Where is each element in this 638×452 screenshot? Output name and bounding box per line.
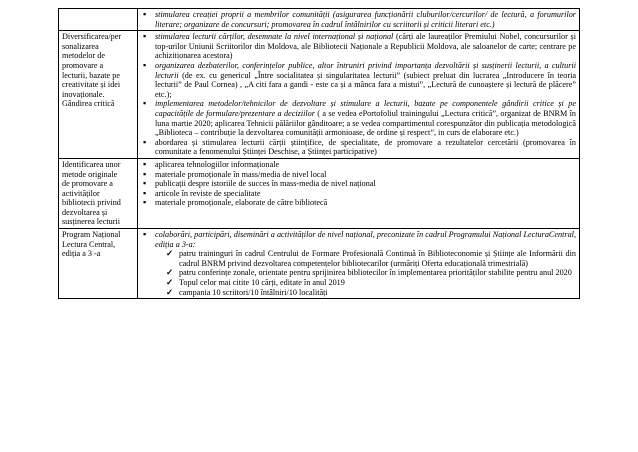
document-page xyxy=(58,8,580,299)
list-item: ▪ publicații despre istoriile de succes în mass-media de nivel național xyxy=(141,179,576,189)
checklist-item: ✓ patru conferințe zonale, orientate pentru sprijinirea bibliotecilor în implementarea priorităților stabilite pentru anul 2020 xyxy=(163,268,576,278)
item-text: (cărți ale laureaților Premiului Nobel, concursurilor și top-urilor Uniunii Scriitorilor din Moldova, ale Bibliotecii Naționale a Republicii Moldova, ale saloanelor de carte; centrare pe achizitionarea acestora) xyxy=(155,32,577,61)
item-emphasis: colaborări, participări, diseminări a activităților de nivel național, preconizate în cadrul Programului Național LecturaCentral, ediția a 3-a: xyxy=(155,230,576,249)
label-line: Identificarea unor xyxy=(62,159,121,169)
label-line: ediția a 3 -a xyxy=(62,249,101,259)
label-line: creativitate și idei xyxy=(62,80,121,90)
label-line: activităților xyxy=(62,188,100,198)
label-line: Gândirea critică xyxy=(62,99,115,109)
row-content xyxy=(138,229,580,299)
list-item: ▪ aplicarea tehnologiilor informaționale xyxy=(141,160,576,170)
label-line: Lectura Central, xyxy=(62,239,116,249)
label-line: sonalizarea xyxy=(62,41,99,51)
label-line: bibliotecii privind xyxy=(62,198,121,208)
checklist xyxy=(163,249,576,297)
list-item xyxy=(141,99,576,137)
bullet-list xyxy=(141,230,576,297)
bullet-list xyxy=(141,160,576,208)
label-line: metodelor de xyxy=(62,51,105,61)
item-emphasis: stimularea lecturii cărților, desemnate la nivel internațional și național xyxy=(155,32,394,42)
item-emphasis: stimularea creației proprii a membrilor comunității (asigurarea funcționării cluburilor/cercurilor/ de lectură, a forumurilor literare; organizare de concursuri; promovarea în cadrul întâlnirilor cu scriitorii și criticii literari etc.) xyxy=(155,10,576,29)
item-text: abordarea și stimularea lecturii cărții științifice, de specialitate, de promovare a rezultatelor cercetării (promovarea în comunitate a fenomenului Științei Deschise, a Științei participative) xyxy=(155,137,576,157)
activities-table xyxy=(58,8,580,299)
label-line: lecturii, bazate pe xyxy=(62,70,120,80)
label-line: de promovare a xyxy=(62,179,113,189)
list-item: ▪ materiale promoționale, elaborate de către bibliotecă xyxy=(141,198,576,208)
row-label xyxy=(59,229,138,299)
list-item xyxy=(141,230,576,297)
bullet-list xyxy=(141,32,576,157)
table-row xyxy=(59,229,580,299)
label-line: Diversificarea/per xyxy=(62,32,122,42)
item-emphasis: implementarea metodelor/tehnicilor de dezvoltare și stimulare a lecturii, bazate pe componentele gândirii critice și pe capacitățile de formulare/prezentare a deciziilor xyxy=(155,99,576,118)
row-content xyxy=(138,31,580,159)
row-content xyxy=(138,158,580,228)
checklist-item: ✓ patru traininguri în cadrul Centrului de Formare Profesională Continuă în Biblioteconomie și Științe ale Informării din cadrul BNRM privind dezvoltarea competențelor bibliotecarilor (urmăriți Oferta educațională trimestrială) xyxy=(163,249,576,268)
list-item xyxy=(141,138,576,157)
list-item xyxy=(141,32,576,61)
list-item xyxy=(141,61,576,99)
label-line: promovare a xyxy=(62,60,104,70)
list-item: ▪ materiale promoționale în mass/media de nivel local xyxy=(141,170,576,180)
label-line: inovaționale. xyxy=(62,89,105,99)
table-row xyxy=(59,9,580,31)
checklist-item: ✓ campania 10 scriitori/10 întâlniri/10 localități xyxy=(163,288,576,298)
row-label xyxy=(59,31,138,159)
row-label xyxy=(59,158,138,228)
item-text: ( a se vedea ePortofoliul trainingului „Lectura critică”, organizat de BNRM în luna martie 2020; aplicarea Tehnicii pălăriilor gânditoare; a se vedea compartimentul corespunzător din publicația metodologică „Biblioteca – contribuție la dezvoltarea comunității armonioase, de ordine și respect”, in curs de elaborare etc.) xyxy=(155,108,576,138)
row-label-empty xyxy=(59,9,138,31)
table-row xyxy=(59,158,580,228)
item-text: (de ex. cu genericul „Între socialitatea și singularitatea lecturii” (subiect preluat din lucrarea „Introducere în teoria lecturii” de Paul Cornea) , „A citi fara a gandi - este ca și a mânca fara a mistui”, „Lectură de cunoaștere și lectură de plăcere” etc.); xyxy=(155,70,576,99)
item-emphasis: organizarea dezbaterilor, conferințelor publice, altor întruniri privind importanța dezvoltării și susținerii lecturii, a culturii lecturii xyxy=(155,60,576,80)
list-item xyxy=(141,10,576,29)
label-line: dezvoltarea și xyxy=(62,207,108,217)
label-line: susținerea lecturii xyxy=(62,217,120,227)
bullet-list xyxy=(141,10,576,29)
list-item: ▪ articole în reviste de specialitate xyxy=(141,189,576,199)
label-line: metode originale xyxy=(62,169,118,179)
checklist-item: ✓ Topul celor mai citite 10 cărți, editate în anul 2019 xyxy=(163,278,576,288)
row-content xyxy=(138,9,580,31)
label-line: Program Național xyxy=(62,230,121,240)
table-row xyxy=(59,31,580,159)
